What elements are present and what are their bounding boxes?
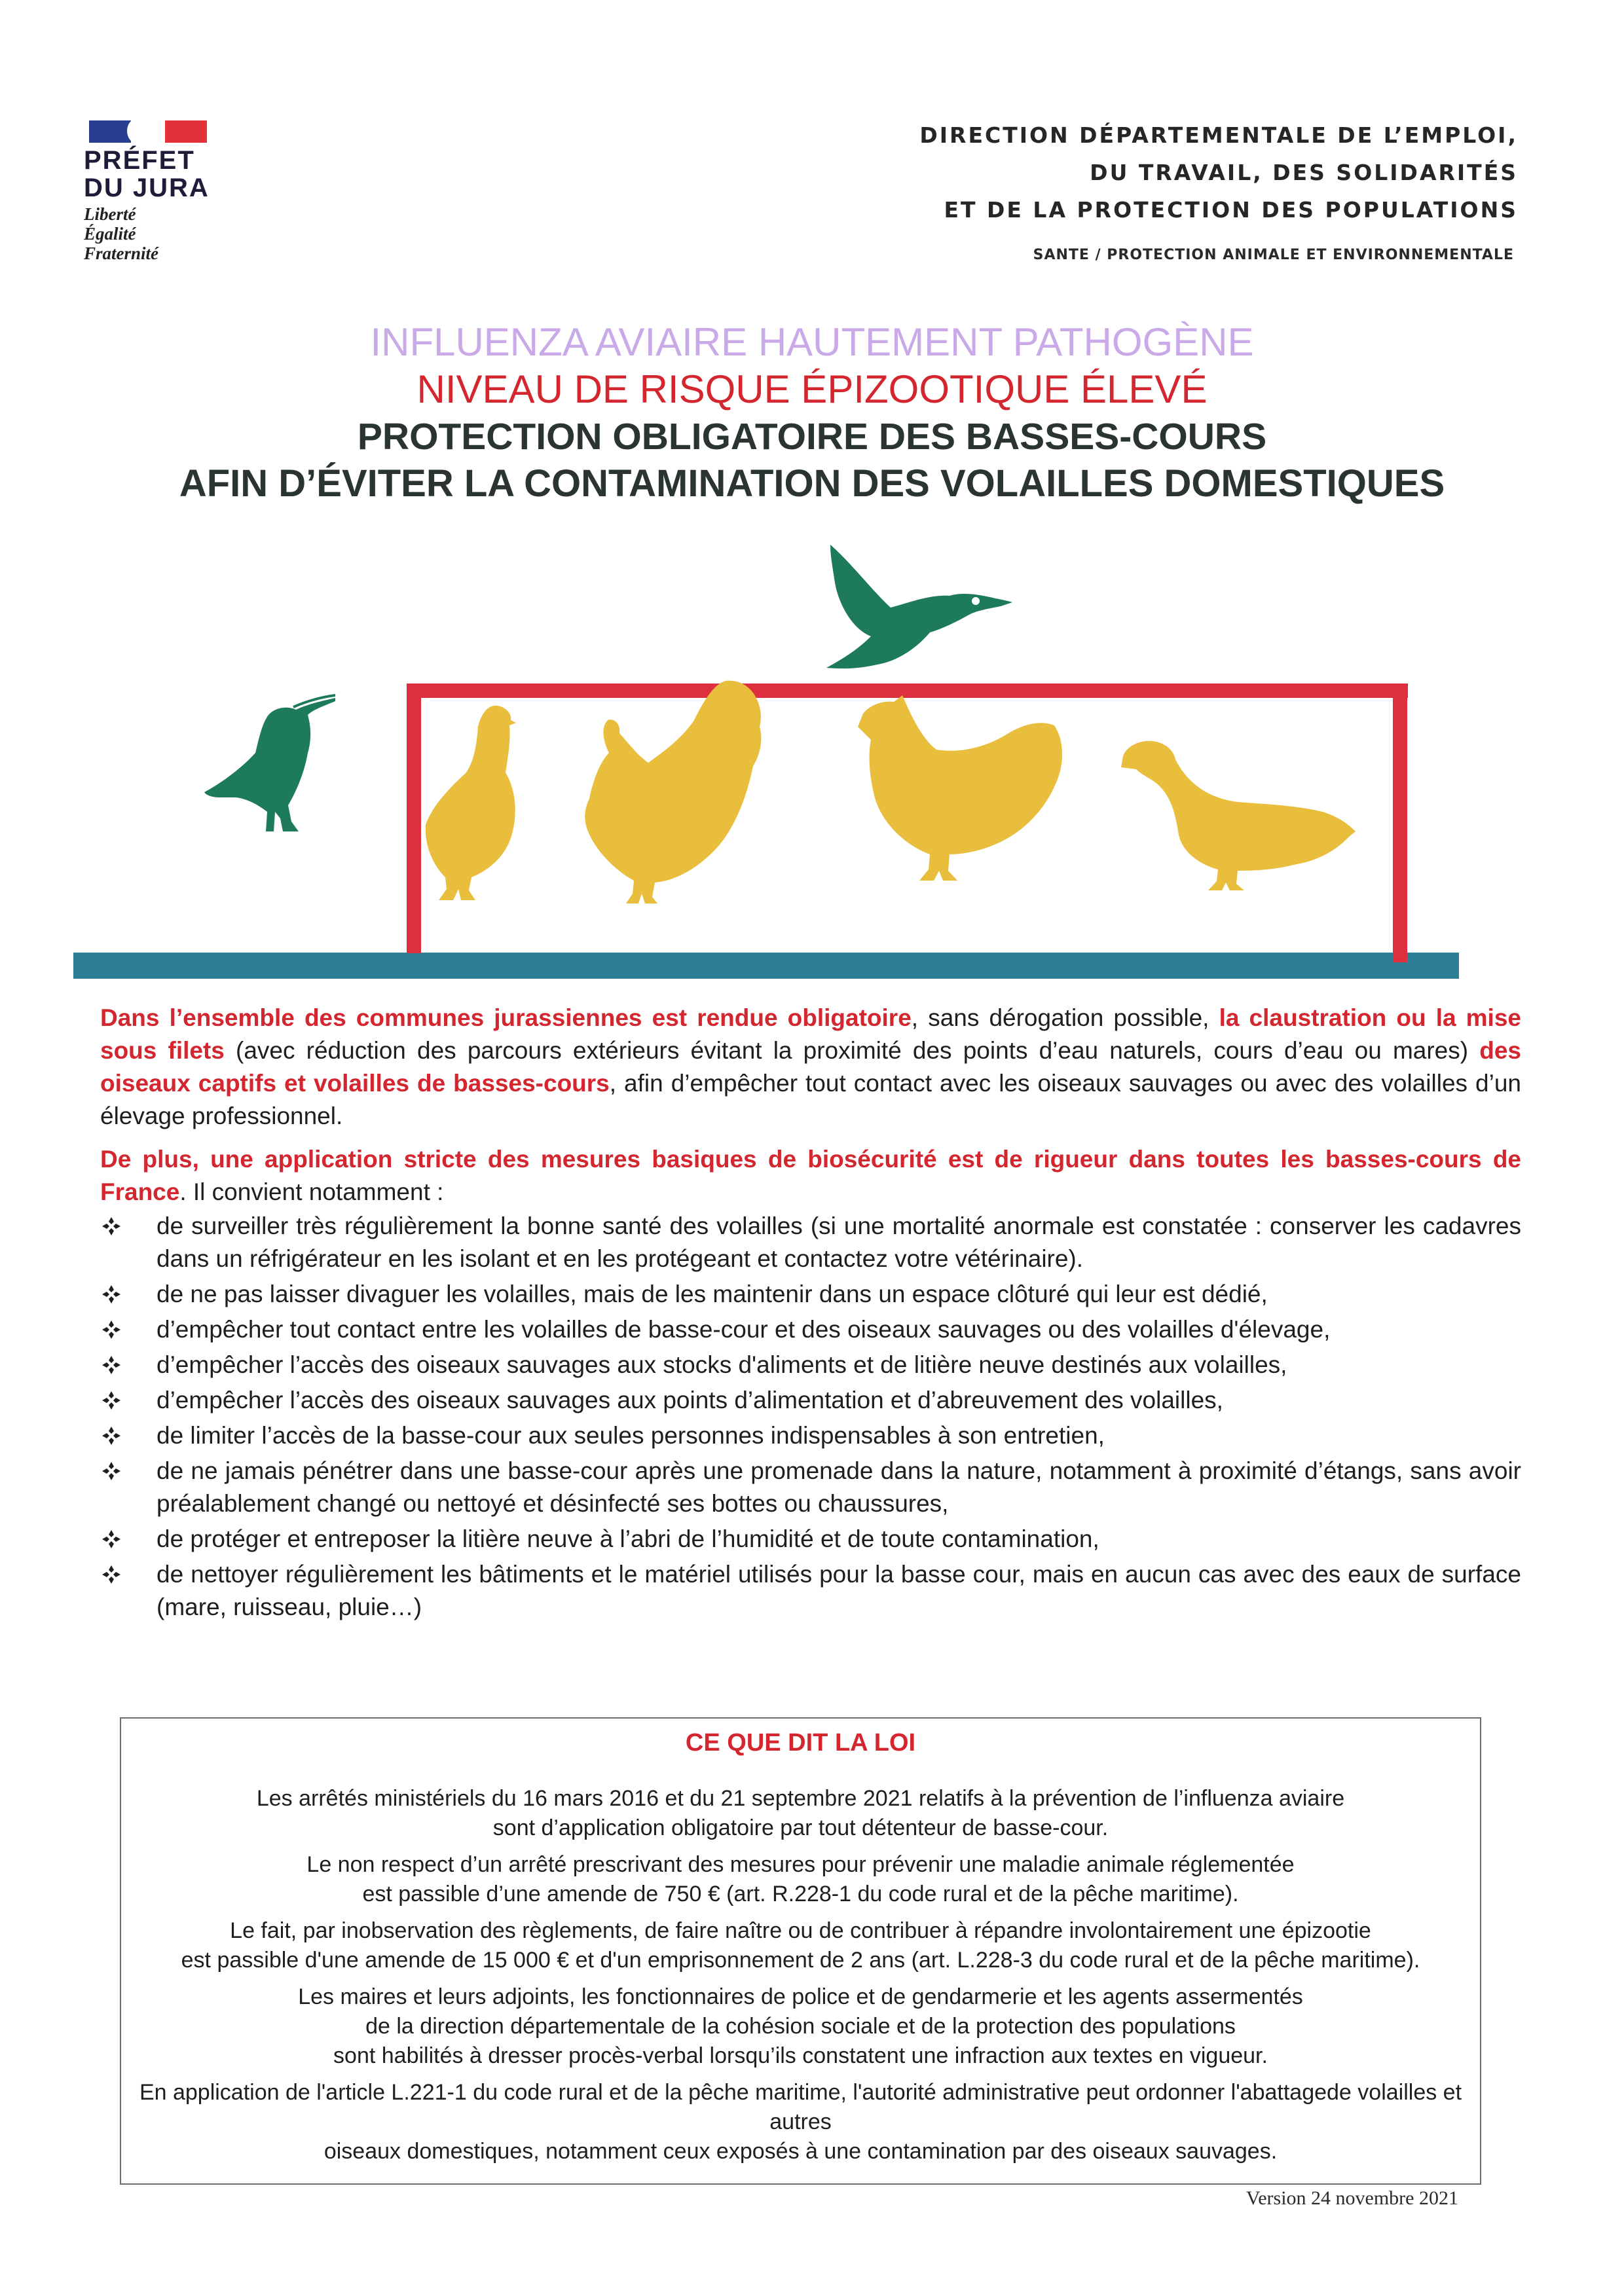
diamond-bullet-icon bbox=[101, 1529, 121, 1549]
direction-name bbox=[919, 117, 1518, 228]
motto-line: Égalité bbox=[84, 224, 136, 244]
diamond-bullet-icon bbox=[101, 1320, 121, 1339]
diamond-bullet-icon bbox=[101, 1216, 121, 1236]
marianne-flag-icon bbox=[89, 118, 207, 145]
list-item bbox=[100, 1210, 1521, 1275]
diamond-bullet-icon bbox=[101, 1391, 121, 1410]
poultry-hen-icon bbox=[858, 695, 1062, 881]
law-line: est passible d’une amende de 750 € (art. R.228-1 du code rural et de la pêche maritime). bbox=[362, 1882, 1239, 1906]
law-line: de la direction départementale de la cohésion sociale et de la protection des populations bbox=[365, 2014, 1236, 2039]
prefet-logo bbox=[84, 118, 280, 263]
list-item-text: de nettoyer régulièrement les bâtiments et le matériel utilisés pour la basse cour, mais en aucun cas avec des eaux de surface (mare, ruisseau, pluie…) bbox=[157, 1561, 1521, 1620]
diamond-bullet-icon bbox=[101, 1285, 121, 1304]
paragraph-text: . Il convient notamment : bbox=[179, 1178, 444, 1205]
highlight-text: Dans l’ensemble des communes jurassiennes est rendue obligatoire bbox=[100, 1004, 912, 1031]
list-item-text: d’empêcher l’accès des oiseaux sauvages aux stocks d'aliments et de litière neuve destinés aux volailles, bbox=[157, 1351, 1287, 1378]
diamond-bullet-icon bbox=[101, 1426, 121, 1446]
prefet-name-line: PRÉFET bbox=[84, 146, 195, 175]
republic-motto bbox=[84, 204, 280, 263]
law-paragraph bbox=[121, 1982, 1480, 2071]
law-title: CE QUE DIT LA LOI bbox=[685, 1729, 916, 1757]
diamond-bullet-icon bbox=[101, 1565, 121, 1584]
motto-line: Liberté bbox=[84, 204, 136, 224]
list-item bbox=[100, 1523, 1521, 1556]
law-paragraph bbox=[121, 2078, 1480, 2166]
prefet-name-line: DU JURA bbox=[84, 173, 210, 202]
direction-line: DIRECTION DÉPARTEMENTALE DE L’EMPLOI, bbox=[919, 122, 1518, 148]
paragraph-text: (avec réduction des parcours extérieurs évitant la proximité des points d’eau naturels, cours d’eau ou mares) bbox=[224, 1037, 1480, 1064]
highlight-text: des oiseaux captifs et volailles de basses-cours bbox=[100, 1037, 1521, 1097]
title-purpose: AFIN D’ÉVITER LA CONTAMINATION DES VOLAILLES DOMESTIQUES bbox=[179, 462, 1445, 505]
list-item-text: de protéger et entreposer la litière neuve à l’abri de l’humidité et de toute contamination, bbox=[157, 1525, 1099, 1552]
direction-line: ET DE LA PROTECTION DES POPULATIONS bbox=[944, 197, 1518, 223]
motto-line: Fraternité bbox=[84, 244, 159, 263]
wild-bird-icon bbox=[204, 695, 335, 831]
law-line: oiseaux domestiques, notamment ceux exposés à une contamination par des oiseaux sauvages. bbox=[323, 2139, 1278, 2164]
law-paragraph bbox=[121, 1916, 1480, 1975]
body-text bbox=[100, 1002, 1521, 1626]
paragraph-text: , afin d’empêcher tout contact avec les oiseaux sauvages ou avec des volailles d’un élevage professionnel. bbox=[100, 1070, 1521, 1129]
measures-list bbox=[100, 1210, 1521, 1624]
diamond-bullet-icon bbox=[101, 1355, 121, 1375]
law-line: sont d’application obligatoire par tout détenteur de basse-cour. bbox=[492, 1815, 1109, 1840]
law-line: Le fait, par inobservation des règlements, de faire naître ou de contribuer à répandre involontairement une épizootie bbox=[230, 1918, 1371, 1943]
version-label: Version 24 novembre 2021 bbox=[1246, 2187, 1458, 2209]
ground-bar bbox=[73, 953, 1459, 979]
law-paragraph bbox=[121, 1850, 1480, 1909]
list-item bbox=[100, 1384, 1521, 1417]
diamond-bullet-icon bbox=[101, 1461, 121, 1481]
prefet-name bbox=[84, 147, 280, 202]
list-item bbox=[100, 1349, 1521, 1381]
flying-duck-icon bbox=[826, 545, 1012, 668]
list-item bbox=[100, 1558, 1521, 1624]
poultry-guinea-fowl-icon bbox=[426, 706, 516, 900]
law-line: sont habilités à dresser procès-verbal lorsqu’ils constatent une infraction aux textes en vigueur. bbox=[333, 2043, 1268, 2068]
law-box bbox=[120, 1717, 1481, 2185]
highlight-text: la claustration ou la mise sous filets bbox=[100, 1004, 1521, 1064]
law-line: Les arrêtés ministériels du 16 mars 2016 et du 21 septembre 2021 relatifs à la prévention de l’influenza aviaire bbox=[256, 1786, 1345, 1811]
list-item bbox=[100, 1455, 1521, 1520]
page-titles bbox=[0, 319, 1624, 507]
direction-line: DU TRAVAIL, DES SOLIDARITÉS bbox=[1090, 160, 1518, 185]
title-risk-level: NIVEAU DE RISQUE ÉPIZOOTIQUE ÉLEVÉ bbox=[416, 367, 1208, 411]
paragraph-biosecurity bbox=[100, 1143, 1521, 1209]
list-item-text: de ne pas laisser divaguer les volailles, mais de les maintenir dans un espace clôturé qui leur est dédié, bbox=[157, 1281, 1268, 1307]
law-text bbox=[121, 1784, 1480, 2166]
biosecurity-illustration bbox=[0, 524, 1624, 995]
list-item bbox=[100, 1313, 1521, 1346]
list-item-text: de ne jamais pénétrer dans une basse-cour après une promenade dans la nature, notamment à proximité d’étangs, sans avoir préalablement changé ou nettoyé et désinfecté ses bottes ou chaussures, bbox=[157, 1457, 1521, 1517]
law-line: Les maires et leurs adjoints, les fonctionnaires de police et de gendarmerie et les agents assermentés bbox=[298, 1984, 1303, 2009]
law-line: est passible d'une amende de 15 000 € et d'un emprisonnement de 2 ans (art. L.228-3 du code rural et de la pêche maritime). bbox=[181, 1948, 1420, 1973]
title-disease: INFLUENZA AVIAIRE HAUTEMENT PATHOGÈNE bbox=[370, 320, 1254, 364]
poultry-duck-icon bbox=[1121, 741, 1356, 890]
list-item bbox=[100, 1278, 1521, 1311]
highlight-text: De plus, une application stricte des mesures basiques de biosécurité est de rigueur dans toutes les basses-cours de France bbox=[100, 1146, 1521, 1205]
law-line: En application de l'article L.221-1 du code rural et de la pêche maritime, l'autorité administrative peut ordonner l'abattagede volailles et autres bbox=[139, 2080, 1462, 2134]
title-protection: PROTECTION OBLIGATOIRE DES BASSES-COURS bbox=[357, 416, 1267, 458]
law-line: Le non respect d’un arrêté prescrivant des mesures pour prévenir une maladie animale réglementée bbox=[306, 1852, 1295, 1877]
poultry-turkey-icon bbox=[585, 681, 761, 903]
paragraph-obligation bbox=[100, 1002, 1521, 1133]
list-item-text: de limiter l’accès de la basse-cour aux seules personnes indispensables à son entretien, bbox=[157, 1422, 1105, 1449]
law-paragraph bbox=[121, 1784, 1480, 1843]
list-item bbox=[100, 1419, 1521, 1452]
service-name: SANTE / PROTECTION ANIMALE ET ENVIRONNEMENTALE bbox=[1033, 247, 1514, 263]
list-item-text: d’empêcher l’accès des oiseaux sauvages aux points d’alimentation et d’abreuvement des volailles, bbox=[157, 1387, 1223, 1413]
paragraph-text: , sans dérogation possible, bbox=[911, 1004, 1219, 1031]
list-item-text: d’empêcher tout contact entre les volailles de basse-cour et des oiseaux sauvages ou des volailles d'élevage, bbox=[157, 1316, 1331, 1343]
list-item-text: de surveiller très régulièrement la bonne santé des volailles (si une mortalité anormale est constatée : conserver les cadavres dans un réfrigérateur en les isolant et en les protégeant et contactez votre vétérinaire). bbox=[157, 1212, 1521, 1272]
